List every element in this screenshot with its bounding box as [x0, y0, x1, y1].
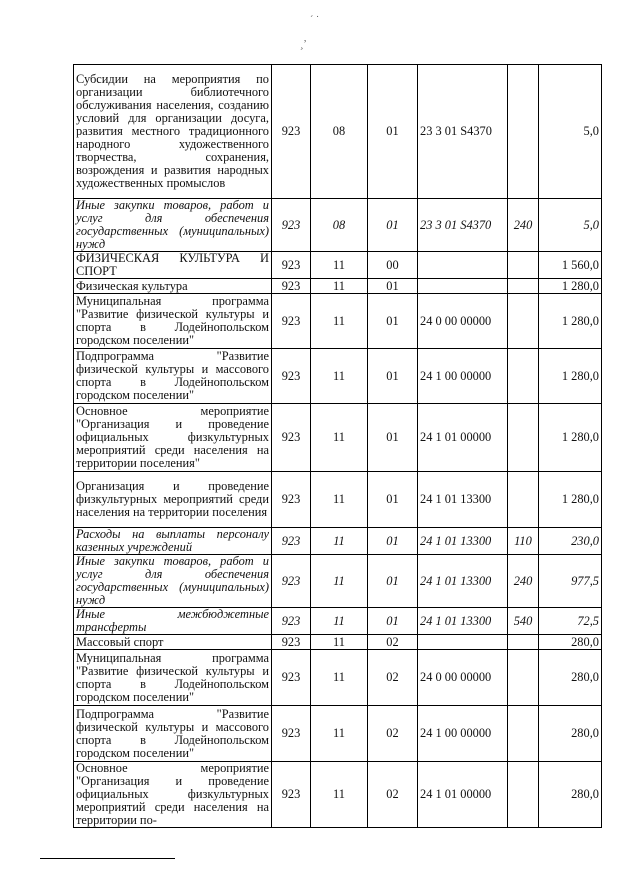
- row-csr: 24 0 00 00000: [418, 294, 508, 349]
- budget-table: [73, 64, 602, 828]
- row-rz: 11: [311, 349, 368, 404]
- row-gr: 923: [272, 706, 311, 762]
- row-pr: 02: [368, 762, 418, 828]
- row-gr: 923: [272, 199, 311, 252]
- row-pr: 02: [368, 706, 418, 762]
- row-csr: 24 0 00 00000: [418, 650, 508, 706]
- row-pr: 01: [368, 404, 418, 472]
- row-vr: [508, 706, 539, 762]
- row-vr: 240: [508, 555, 539, 608]
- row-vr: [508, 294, 539, 349]
- row-csr: 24 1 01 13300: [418, 472, 508, 528]
- row-rz: 11: [311, 608, 368, 635]
- row-vr: [508, 472, 539, 528]
- row-pr: 01: [368, 555, 418, 608]
- row-name: Подпрограмма "Развитие физической культуры и массового спорта в Лодейнопольском городском поселении": [74, 706, 272, 762]
- row-csr: 24 1 00 00000: [418, 706, 508, 762]
- row-sum: 5,0: [539, 199, 602, 252]
- row-name: Массовый спорт: [74, 635, 272, 650]
- row-rz: 11: [311, 294, 368, 349]
- row-sum: 280,0: [539, 650, 602, 706]
- row-pr: 01: [368, 65, 418, 199]
- row-sum: 977,5: [539, 555, 602, 608]
- row-rz: 11: [311, 472, 368, 528]
- row-vr: [508, 65, 539, 199]
- row-name: Иные закупки товаров, работ и услуг для обеспечения государственных (муниципальных) нужд: [74, 555, 272, 608]
- row-name: Субсидии на мероприятия по организации библиотечного обслуживания населения, созданию условий для организации досуга, развития местного традиционного народного художественного творчества, сохранения, возрождения и развития народных художественных промыслов: [74, 65, 272, 199]
- scan-artifact: ¸’: [300, 39, 307, 50]
- row-gr: 923: [272, 650, 311, 706]
- row-pr: 01: [368, 528, 418, 555]
- row-vr: 540: [508, 608, 539, 635]
- row-rz: 11: [311, 404, 368, 472]
- row-name: Подпрограмма "Развитие физической культуры и массового спорта в Лодейнопольском городском поселении": [74, 349, 272, 404]
- row-vr: [508, 404, 539, 472]
- row-rz: 08: [311, 199, 368, 252]
- row-vr: [508, 279, 539, 294]
- row-csr: [418, 252, 508, 279]
- row-name: Муниципальная программа "Развитие физической культуры и спорта в Лодейнопольском городском поселении": [74, 294, 272, 349]
- row-gr: 923: [272, 294, 311, 349]
- row-gr: 923: [272, 252, 311, 279]
- row-gr: 923: [272, 279, 311, 294]
- table-row: [74, 294, 602, 349]
- row-gr: 923: [272, 404, 311, 472]
- table-row: [74, 528, 602, 555]
- row-name: Организация и проведение физкультурных мероприятий среди населения на территории поселения: [74, 472, 272, 528]
- row-gr: 923: [272, 555, 311, 608]
- row-name: Иные межбюджетные трансферты: [74, 608, 272, 635]
- row-gr: 923: [272, 349, 311, 404]
- row-gr: 923: [272, 762, 311, 828]
- row-vr: 240: [508, 199, 539, 252]
- row-sum: 280,0: [539, 762, 602, 828]
- row-vr: [508, 635, 539, 650]
- table-row: [74, 762, 602, 828]
- row-csr: 23 3 01 S4370: [418, 65, 508, 199]
- row-pr: 01: [368, 294, 418, 349]
- row-pr: 01: [368, 608, 418, 635]
- row-csr: [418, 635, 508, 650]
- row-vr: 110: [508, 528, 539, 555]
- table-row: [74, 635, 602, 650]
- table-row: [74, 608, 602, 635]
- table-body: [74, 65, 602, 828]
- row-name: Расходы на выплаты персоналу казенных учреждений: [74, 528, 272, 555]
- row-rz: 11: [311, 706, 368, 762]
- row-gr: 923: [272, 608, 311, 635]
- row-csr: 24 1 00 00000: [418, 349, 508, 404]
- row-csr: [418, 279, 508, 294]
- row-sum: 1 280,0: [539, 472, 602, 528]
- row-pr: 02: [368, 635, 418, 650]
- row-name: Основное мероприятие "Организация и проведение официальных физкультурных мероприятий среди населения на территории по-: [74, 762, 272, 828]
- row-sum: 1 280,0: [539, 404, 602, 472]
- row-sum: 1 280,0: [539, 349, 602, 404]
- row-gr: 923: [272, 528, 311, 555]
- row-rz: 11: [311, 650, 368, 706]
- row-name: Муниципальная программа "Развитие физической культуры и спорта в Лодейнопольском городском поселении": [74, 650, 272, 706]
- row-name: ФИЗИЧЕСКАЯ КУЛЬТУРА И СПОРТ: [74, 252, 272, 279]
- row-pr: 01: [368, 279, 418, 294]
- row-gr: 923: [272, 472, 311, 528]
- row-name: Основное мероприятие "Организация и проведение официальных физкультурных мероприятий среди населения на территории поселения": [74, 404, 272, 472]
- row-rz: 11: [311, 528, 368, 555]
- table-row: [74, 65, 602, 199]
- row-rz: 11: [311, 279, 368, 294]
- table-row: [74, 349, 602, 404]
- row-sum: 280,0: [539, 706, 602, 762]
- row-sum: 72,5: [539, 608, 602, 635]
- row-sum: 1 280,0: [539, 294, 602, 349]
- row-csr: 23 3 01 S4370: [418, 199, 508, 252]
- row-vr: [508, 650, 539, 706]
- row-pr: 02: [368, 650, 418, 706]
- row-pr: 00: [368, 252, 418, 279]
- row-csr: 24 1 01 00000: [418, 762, 508, 828]
- row-sum: 280,0: [539, 635, 602, 650]
- row-rz: 11: [311, 635, 368, 650]
- table-row: [74, 199, 602, 252]
- table-row: [74, 650, 602, 706]
- table-row: [74, 252, 602, 279]
- row-csr: 24 1 01 13300: [418, 555, 508, 608]
- row-name: Физическая культура: [74, 279, 272, 294]
- table-row: [74, 279, 602, 294]
- row-sum: 5,0: [539, 65, 602, 199]
- row-vr: [508, 762, 539, 828]
- row-vr: [508, 349, 539, 404]
- row-gr: 923: [272, 635, 311, 650]
- row-csr: 24 1 01 13300: [418, 608, 508, 635]
- footnote-divider: [40, 858, 175, 859]
- row-pr: 01: [368, 472, 418, 528]
- row-sum: 230,0: [539, 528, 602, 555]
- row-gr: 923: [272, 65, 311, 199]
- table-row: [74, 706, 602, 762]
- row-rz: 11: [311, 762, 368, 828]
- row-rz: 11: [311, 252, 368, 279]
- row-csr: 24 1 01 00000: [418, 404, 508, 472]
- row-name: Иные закупки товаров, работ и услуг для обеспечения государственных (муниципальных) нужд: [74, 199, 272, 252]
- row-rz: 11: [311, 555, 368, 608]
- row-sum: 1 560,0: [539, 252, 602, 279]
- scan-artifact: ´ ˙: [310, 15, 320, 26]
- row-vr: [508, 252, 539, 279]
- row-pr: 01: [368, 349, 418, 404]
- table-row: [74, 404, 602, 472]
- table-row: [74, 555, 602, 608]
- row-csr: 24 1 01 13300: [418, 528, 508, 555]
- row-sum: 1 280,0: [539, 279, 602, 294]
- row-rz: 08: [311, 65, 368, 199]
- row-pr: 01: [368, 199, 418, 252]
- table-row: [74, 472, 602, 528]
